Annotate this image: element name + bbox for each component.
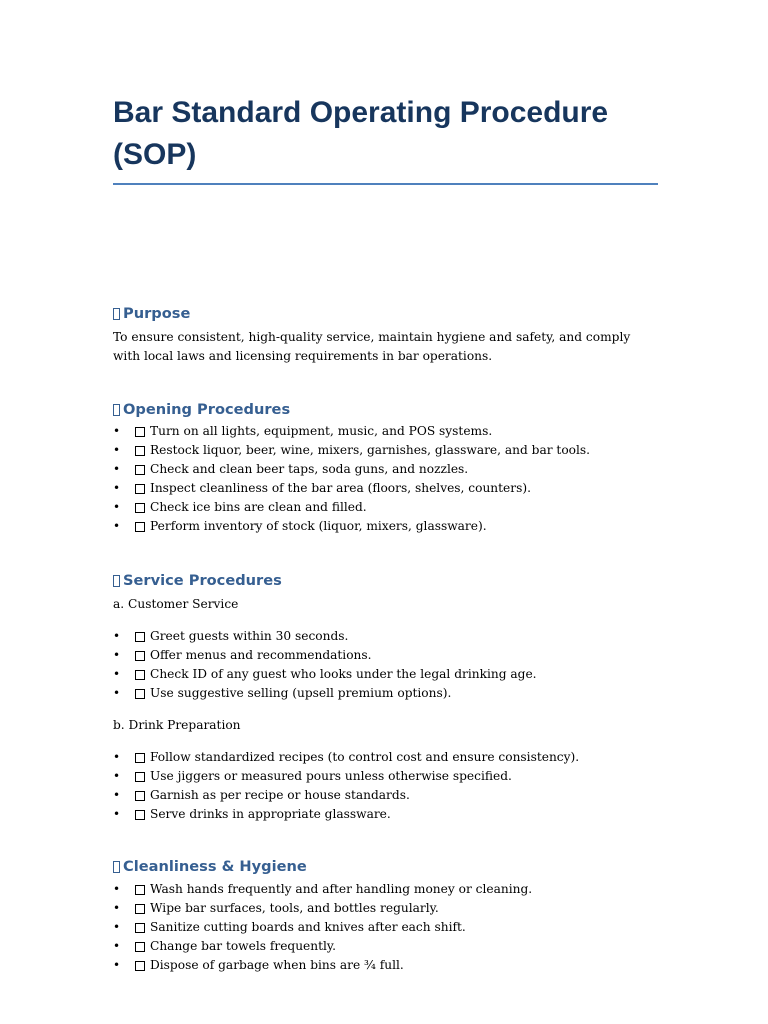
drink-preparation-label: b. Drink Preparation	[113, 718, 241, 732]
checklist-item-text: Restock liquor, beer, wine, mixers, garnishes, glassware, and bar tools.	[150, 443, 591, 457]
bullet-icon: •	[113, 807, 121, 821]
checklist-item-text: Serve drinks in appropriate glassware.	[150, 807, 391, 821]
checklist-item	[113, 880, 658, 899]
checklist-item	[113, 937, 658, 956]
checklist-item	[113, 805, 658, 824]
checklist-item	[113, 786, 658, 805]
checkbox-icon	[135, 446, 145, 456]
purpose-heading-text: Purpose	[123, 305, 191, 322]
checkbox-icon	[135, 503, 145, 513]
checkbox-icon	[135, 885, 145, 895]
section-service	[113, 571, 658, 824]
checklist-item	[113, 627, 658, 646]
checkbox-icon	[135, 465, 145, 475]
missing-glyph-icon	[113, 861, 120, 873]
checkbox-icon	[135, 904, 145, 914]
checkbox-icon	[135, 651, 145, 661]
bullet-icon: •	[113, 920, 121, 934]
opening-heading	[113, 400, 658, 420]
checklist-item-text: Follow standardized recipes (to control cost and ensure consistency).	[150, 750, 580, 764]
checkbox-icon	[135, 923, 145, 933]
bullet-icon: •	[113, 629, 121, 643]
checkbox-icon	[135, 961, 145, 971]
checklist-item	[113, 422, 658, 441]
checklist-item	[113, 684, 658, 703]
checkbox-icon	[135, 522, 145, 532]
checklist-item-text: Greet guests within 30 seconds.	[150, 629, 349, 643]
bullet-icon: •	[113, 882, 121, 896]
cleanliness-heading-text: Cleanliness & Hygiene	[123, 858, 307, 875]
checklist-item-text: Use suggestive selling (upsell premium options).	[150, 686, 452, 700]
bullet-icon: •	[113, 462, 121, 476]
missing-glyph-icon	[113, 404, 120, 416]
bullet-icon: •	[113, 648, 121, 662]
checkbox-icon	[135, 772, 145, 782]
checklist-item	[113, 517, 658, 536]
bullet-icon: •	[113, 958, 121, 972]
checklist-item-text: Inspect cleanliness of the bar area (floors, shelves, counters).	[150, 481, 531, 495]
checklist-item	[113, 748, 658, 767]
checklist-item-text: Wash hands frequently and after handling money or cleaning.	[150, 882, 533, 896]
checklist-item-text: Offer menus and recommendations.	[150, 648, 372, 662]
checklist-item-text: Change bar towels frequently.	[150, 939, 337, 953]
bullet-icon: •	[113, 443, 121, 457]
bullet-icon: •	[113, 769, 121, 783]
checkbox-icon	[135, 670, 145, 680]
missing-glyph-icon	[113, 575, 120, 587]
section-opening	[113, 400, 658, 536]
checklist-item	[113, 665, 658, 684]
cleanliness-list	[113, 880, 658, 975]
checklist-item-text: Use jiggers or measured pours unless otherwise specified.	[150, 769, 512, 783]
checkbox-icon	[135, 810, 145, 820]
service-heading-text: Service Procedures	[123, 572, 282, 589]
missing-glyph-icon	[113, 308, 120, 320]
checklist-item-text: Perform inventory of stock (liquor, mixers, glassware).	[150, 519, 487, 533]
checkbox-icon	[135, 791, 145, 801]
bullet-icon: •	[113, 750, 121, 764]
bullet-icon: •	[113, 667, 121, 681]
customer-service-label: a. Customer Service	[113, 597, 239, 611]
bullet-icon: •	[113, 519, 121, 533]
bullet-icon: •	[113, 788, 121, 802]
checklist-item-text: Check ice bins are clean and filled.	[150, 500, 367, 514]
customer-service-list	[113, 627, 658, 703]
purpose-text: To ensure consistent, high-quality service, maintain hygiene and safety, and comply with local laws and licensing requirements in bar operations.	[113, 330, 631, 364]
checklist-item	[113, 918, 658, 937]
checklist-item-text: Wipe bar surfaces, tools, and bottles regularly.	[150, 901, 439, 915]
opening-heading-text: Opening Procedures	[123, 401, 291, 418]
checkbox-icon	[135, 484, 145, 494]
bullet-icon: •	[113, 939, 121, 953]
service-heading	[113, 571, 658, 591]
opening-list	[113, 422, 658, 536]
checklist-item	[113, 899, 658, 918]
checklist-item	[113, 767, 658, 786]
section-purpose	[113, 304, 658, 367]
checkbox-icon	[135, 942, 145, 952]
section-cleanliness	[113, 857, 658, 975]
checkbox-icon	[135, 689, 145, 699]
checkbox-icon	[135, 753, 145, 763]
bullet-icon: •	[113, 901, 121, 915]
checklist-item	[113, 441, 658, 460]
checkbox-icon	[135, 427, 145, 437]
bullet-icon: •	[113, 424, 121, 438]
checklist-item	[113, 646, 658, 665]
checklist-item-text: Turn on all lights, equipment, music, and POS systems.	[150, 424, 493, 438]
checklist-item-text: Dispose of garbage when bins are ¾ full.	[150, 958, 404, 972]
checklist-item	[113, 479, 658, 498]
checklist-item	[113, 956, 658, 975]
checkbox-icon	[135, 632, 145, 642]
cleanliness-heading	[113, 857, 658, 877]
checklist-item	[113, 460, 658, 479]
purpose-heading	[113, 304, 658, 324]
drink-preparation-list	[113, 748, 658, 824]
bullet-icon: •	[113, 686, 121, 700]
checklist-item-text: Garnish as per recipe or house standards.	[150, 788, 410, 802]
checklist-item	[113, 498, 658, 517]
document-page	[113, 92, 658, 972]
checklist-item-text: Check and clean beer taps, soda guns, and nozzles.	[150, 462, 469, 476]
document-title: Bar Standard Operating Procedure (SOP)	[113, 92, 658, 185]
bullet-icon: •	[113, 500, 121, 514]
checklist-item-text: Sanitize cutting boards and knives after each shift.	[150, 920, 466, 934]
bullet-icon: •	[113, 481, 121, 495]
checklist-item-text: Check ID of any guest who looks under the legal drinking age.	[150, 667, 537, 681]
